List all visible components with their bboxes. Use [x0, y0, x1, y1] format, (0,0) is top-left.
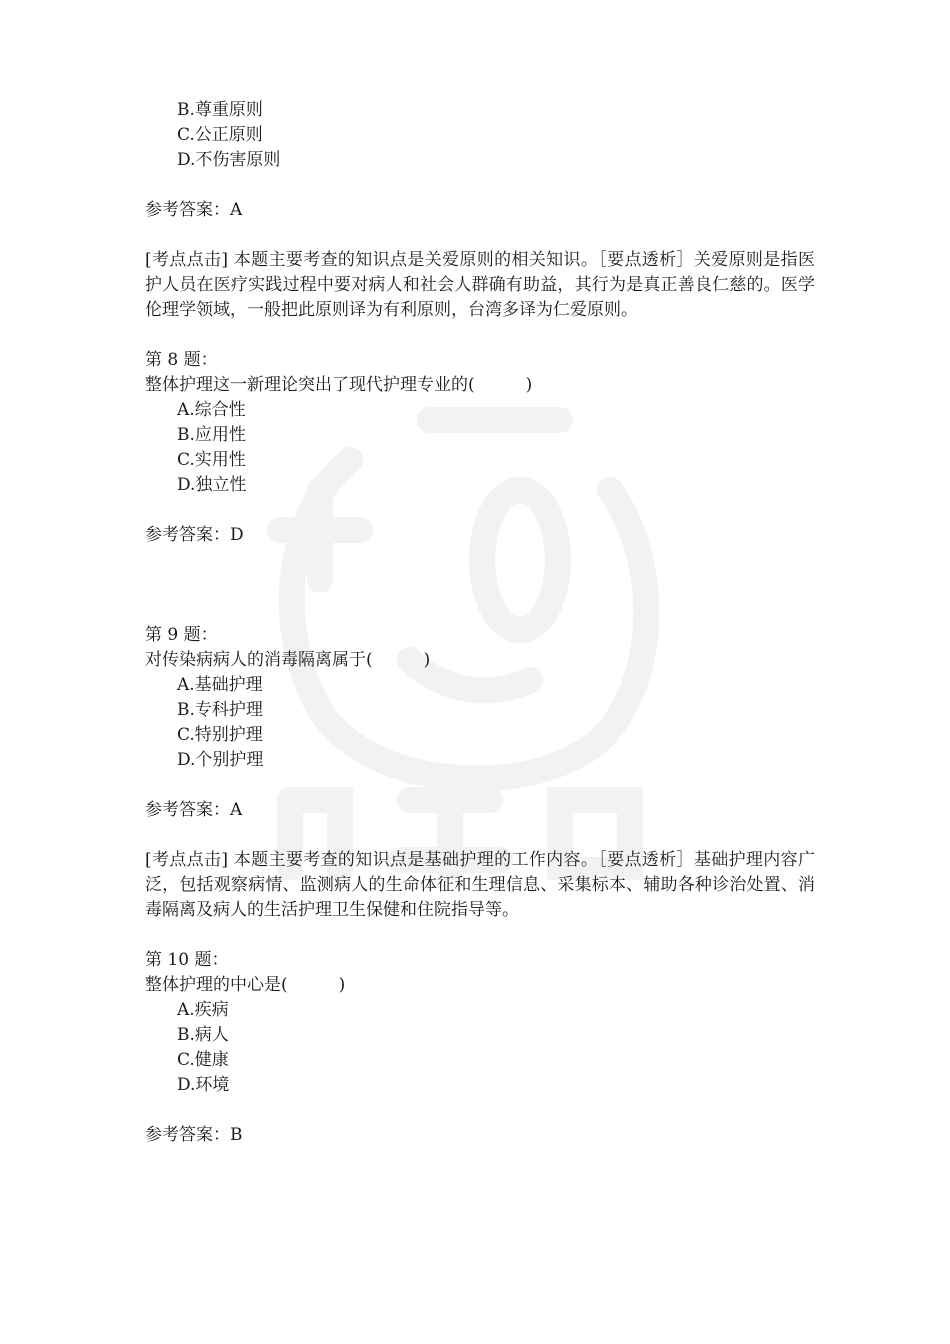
explanation-paragraph: [考点点击] 本题主要考查的知识点是关爱原则的相关知识。［要点透析］关爱原则是指医护人员在医疗实践过程中要对病人和社会人群确有助益，其行为是真正善良仁慈的。医学伦理学领域，一般把此原则译为有利原则，台湾多译为仁爱原则。: [145, 250, 815, 320]
question-7-options: [145, 98, 815, 173]
option-item: C.特别护理: [177, 725, 263, 745]
answer-label: 参考答案：B: [145, 1125, 243, 1145]
question-number: 第 10 题：: [145, 950, 229, 970]
option-item: B.病人: [177, 1025, 229, 1045]
option-item: A.综合性: [177, 400, 246, 420]
option-item: B.尊重原则: [177, 100, 263, 120]
option-item: D.环境: [177, 1075, 230, 1095]
option-item: A.疾病: [177, 1000, 229, 1020]
option-item: D.不伤害原则: [177, 150, 281, 170]
option-item: C.实用性: [177, 450, 246, 470]
answer-label: 参考答案：A: [145, 800, 243, 820]
option-item: B.专科护理: [177, 700, 263, 720]
answer-label: 参考答案：A: [145, 200, 243, 220]
explanation-paragraph: [考点点击] 本题主要考查的知识点是基础护理的工作内容。［要点透析］基础护理内容广泛，包括观察病情、监测病人的生命体征和生理信息、采集标本、辅助各种诊治处置、消毒隔离及病人的生活护理卫生保健和住院指导等。: [145, 850, 815, 920]
option-item: A.基础护理: [177, 675, 263, 695]
option-item: D.独立性: [177, 475, 247, 495]
option-item: D.个别护理: [177, 750, 264, 770]
question-number: 第 8 题：: [145, 350, 218, 370]
question-stem: 整体护理的中心是( ): [145, 975, 346, 995]
option-item: C.公正原则: [177, 125, 263, 145]
question-stem: 对传染病病人的消毒隔离属于( ): [145, 650, 431, 670]
document-page: [145, 98, 815, 1148]
option-item: B.应用性: [177, 425, 246, 445]
question-stem: 整体护理这一新理论突出了现代护理专业的( ): [145, 375, 533, 395]
answer-label: 参考答案：D: [145, 525, 244, 545]
option-item: C.健康: [177, 1050, 229, 1070]
question-number: 第 9 题：: [145, 625, 218, 645]
